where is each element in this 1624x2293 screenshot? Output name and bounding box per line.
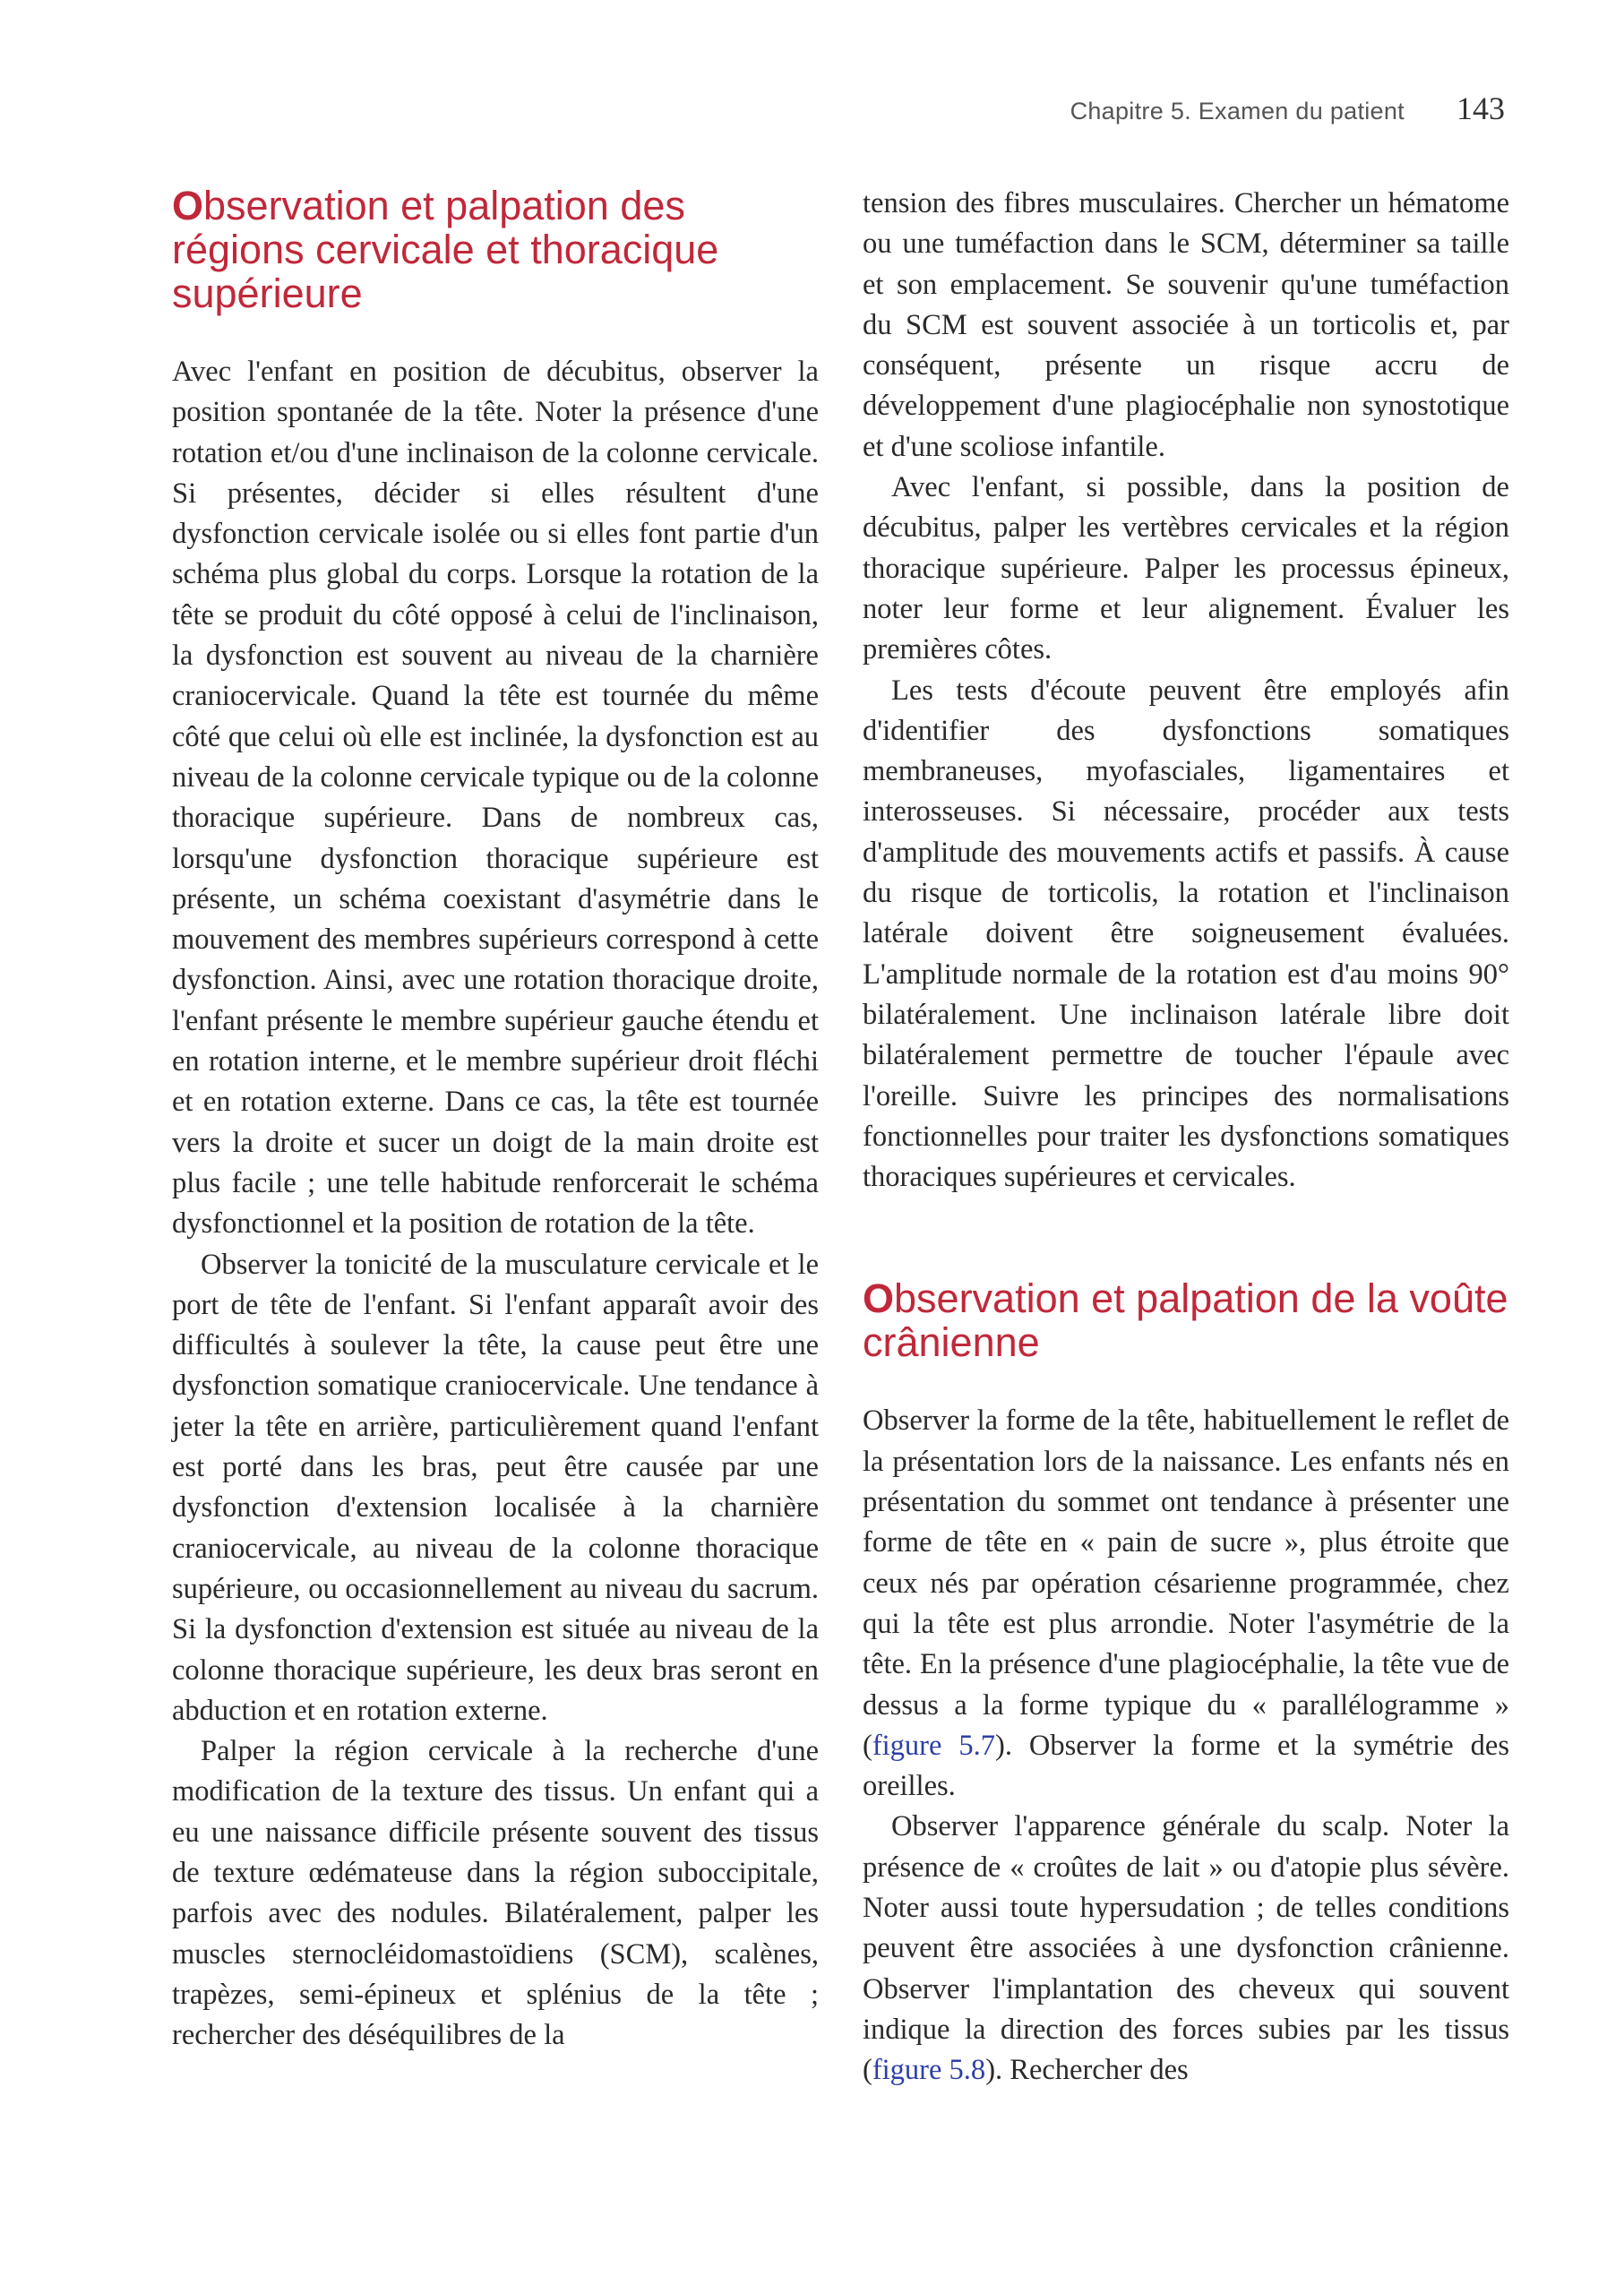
running-header (1003, 90, 1505, 143)
paragraph-text: ). Rechercher des (985, 2054, 1189, 2087)
paragraph: tension des fibres musculaires. Chercher un hématome ou une tuméfaction dans le SCM, déterminer sa taille et son emplacement. Se souvenir qu'une tuméfaction du SCM est souvent associée à un torticolis et, par conséquent, présente un risque accru de développement d'une plagiocéphalie non synostotique et d'une scoliose infantile. (863, 187, 1509, 463)
paragraph: Palper la région cervicale à la recherche d'une modification de la texture des tissus. Un enfant qui a eu une naissance difficile présente souvent des tissus de texture œdémateuse dans la région suboccipitale, parfois avec des nodules. Bilatéralement, palper les muscles sternocléidomastoïdiens (SCM), scalènes, trapèzes, semi-épineux et splénius de la tête ; rechercher des déséquilibres de la (172, 1735, 819, 2052)
paragraph: Observer la tonicité de la musculature cervicale et le port de tête de l'enfant. Si l'enfant apparaît avoir des difficultés à soulever la tête, la cause peut être une dysfonction somatique craniocervicale. Une tendance à jeter la tête en arrière, particulièrement quand l'enfant est porté dans les bras, peut être causée par une dysfonction d'extension localisée à la charnière craniocervicale, au niveau de la colonne thoracique supérieure, ou occasionnellement au niveau du sacrum. Si la dysfonction d'extension est située au niveau de la colonne thoracique supérieure, les deux bras seront en abduction et en rotation externe. (172, 1248, 819, 1727)
paragraph-text: ). Observer la forme et la symétrie des oreilles. (863, 1729, 1509, 1803)
right-column (863, 184, 1509, 2091)
paragraph: Avec l'enfant en position de décubitus, observer la position spontanée de la tête. Noter la présence d'une rotation et/ou d'une inclinaison de la colonne cervicale. Si présentes, décider si elles résultent d'une dysfonction cervicale isolée ou si elles font partie d'un schéma plus global du corps. Lorsque la rotation de la tête se produit du côté opposé à celui de l'inclinaison, la dysfonction est souvent au niveau de la charnière craniocervicale. Quand la tête est tournée du même côté que celui où elle est inclinée, la dysfonction est au niveau de la colonne cervicale typique ou de la colonne thoracique supérieure. Dans de nombreux cas, lorsqu'une dysfonction thoracique supérieure est présente, un schéma coexistant d'asymétrie dans le mouvement des membres supérieurs correspond à cette dysfonction. Ainsi, avec une rotation thoracique droite, l'enfant présente le membre supérieur gauche étendu et en rotation interne, et le membre supérieur droit fléchi et en rotation externe. Dans ce cas, la tête est tournée vers la droite et sucer un doigt de la main droite est plus facile ; une telle habitude renforcerait le schéma dysfonctionnel et la position de rotation de la tête. (172, 356, 819, 1241)
heading-initial: O (863, 1275, 895, 1322)
figure-link[interactable]: figure 5.8 (872, 2054, 986, 2087)
paragraph (863, 1807, 1509, 2091)
page-number: 143 (1456, 90, 1505, 126)
chapter-title: Chapitre 5. Examen du patient (1070, 98, 1405, 125)
section-spacer (863, 1198, 1509, 1276)
figure-link[interactable]: figure 5.7 (872, 1729, 996, 1762)
paragraph: Avec l'enfant, si possible, dans la position de décubitus, palper les vertèbres cervicales et la région thoracique supérieure. Palper les processus épineux, noter leur forme et leur alignement. Évaluer les premières côtes. (863, 471, 1509, 666)
heading-text: bservation et palpation de la voûte crânienne (863, 1275, 1508, 1366)
section-heading-cervical (172, 184, 819, 315)
paragraph-text: Observer la forme de la tête, habituellement le reflet de la présentation lors de la naissance. Les enfants nés en présentation du sommet ont tendance à présenter une forme de tête en « pain de sucre », plus étroite que ceux nés par opération césarienne programmée, chez qui la tête est plus arrondie. Noter l'asymétrie de la tête. En la présence d'une plagiocéphalie, la tête vue de dessus a la forme typique du « parallélogramme » ( (863, 1404, 1509, 1762)
paragraph: Les tests d'écoute peuvent être employés afin d'identifier des dysfonctions somatiques membraneuses, myofasciales, ligamentaires et interosseuses. Si nécessaire, procéder aux tests d'amplitude des mouvements actifs et passifs. À cause du risque de torticolis, la rotation et l'inclinaison latérale doivent être soigneusement évaluées. L'amplitude normale de la rotation est d'au moins 90° bilatéralement. Une inclinaison latérale libre doit bilatéralement permettre de toucher l'épaule avec l'oreille. Suivre les principes des normalisations fonctionnelles pour traiter les dysfonctions somatiques thoraciques supérieures et cervicales. (863, 674, 1509, 1194)
paragraph-text: Observer l'apparence générale du scalp. Noter la présence de « croûtes de lait » ou d'atopie plus sévère. Noter aussi toute hypersudation ; de telles conditions peuvent être associées à une dysfonction crânienne. Observer l'implantation des cheveux qui souvent indique la direction des forces subies par les tissus ( (863, 1810, 1509, 2087)
heading-text: bservation et palpation des régions cervicale et thoracique supérieure (172, 183, 719, 316)
heading-initial: O (172, 183, 204, 228)
paragraph (863, 1401, 1509, 1807)
section-heading-cranial-vault (863, 1276, 1509, 1364)
left-column (172, 184, 819, 2056)
